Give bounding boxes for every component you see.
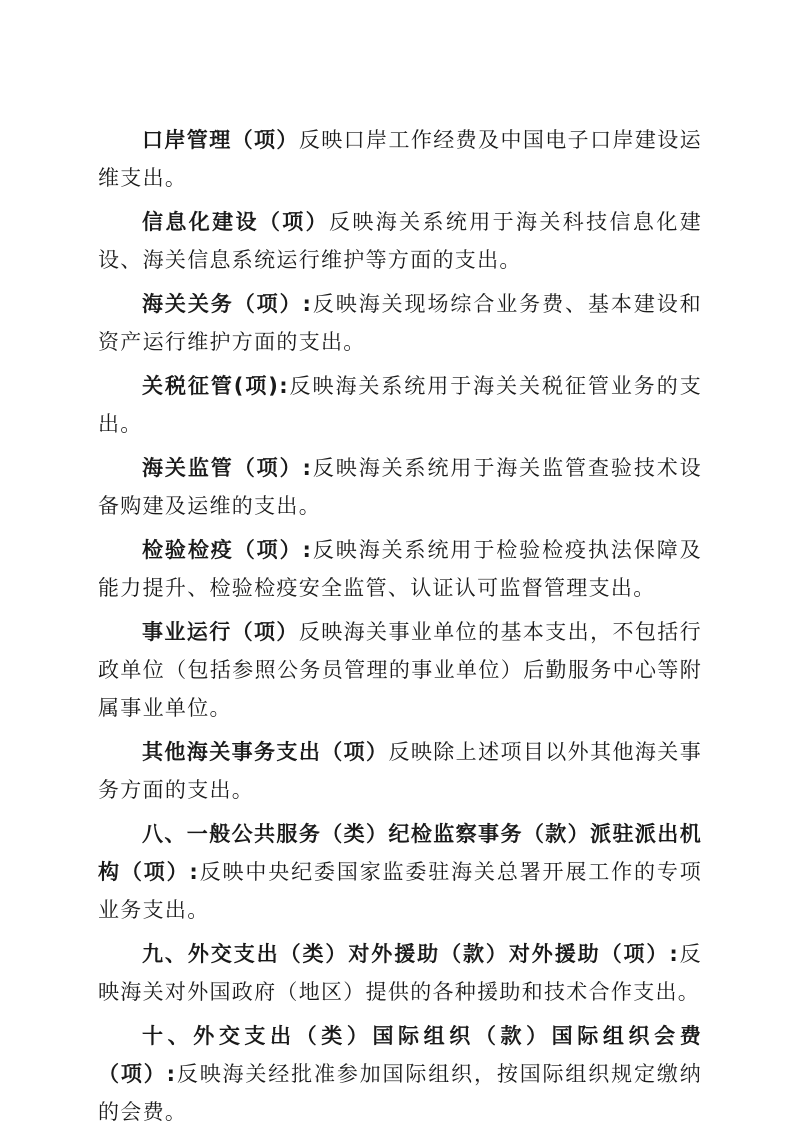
term-heading: 八、一般公共服务（类）纪检监察事务（款）派驻派出机构（项）:: [98, 822, 702, 884]
term-heading: 九、外交支出（类）对外援助（款）对外援助（项）:: [142, 942, 680, 966]
paragraph-section-nine: [98, 935, 702, 1011]
term-heading: 其他海关事务支出（项）: [142, 740, 389, 764]
term-description: 反映海关系统用于检验检疫执法保障及能力提升、检验检疫安全监管、认证认可监督管理支出。: [98, 538, 702, 600]
term-heading: 事业运行（项）: [142, 620, 299, 644]
term-description: 反映海关对外国政府（地区）提供的各种援助和技术合作支出。: [98, 942, 702, 1004]
term-description: 反映中央纪委国家监委驻海关总署开展工作的专项业务支出。: [98, 860, 702, 922]
term-description: 反映海关经批准参加国际组织，按国际组织规定缴纳的会费。: [98, 1062, 702, 1124]
term-heading: 信息化建设（项）: [142, 210, 330, 234]
paragraph-customs-supervision: [98, 449, 702, 525]
paragraph-institution-operation: [98, 613, 702, 727]
paragraph-inspection-quarantine: [98, 531, 702, 607]
term-description: 反映海关现场综合业务费、基本建设和资产运行维护方面的支出。: [98, 292, 702, 354]
paragraph-section-ten: [98, 1017, 702, 1131]
term-description: 反映除上述项目以外其他海关事务方面的支出。: [98, 740, 702, 802]
paragraph-customs-affairs: [98, 285, 702, 361]
term-description: 反映口岸工作经费及中国电子口岸建设运维支出。: [98, 128, 702, 190]
paragraph-informatization: [98, 203, 702, 279]
term-heading: 十、外交支出（类）国际组织（款）国际组织会费（项）:: [98, 1024, 702, 1086]
term-description: 反映海关系统用于海关科技信息化建设、海关信息系统运行维护等方面的支出。: [98, 210, 702, 272]
term-heading: 口岸管理（项）: [142, 128, 299, 152]
document-body: [98, 121, 702, 1137]
term-heading: 关税征管(项):: [142, 374, 289, 398]
term-description: 反映海关事业单位的基本支出，不包括行政单位（包括参照公务员管理的事业单位）后勤服务中心等附属事业单位。: [98, 620, 702, 720]
term-heading: 海关关务（项）:: [142, 292, 313, 316]
paragraph-tariff-collection: [98, 367, 702, 443]
term-description: 反映海关系统用于海关监管查验技术设备购建及运维的支出。: [98, 456, 702, 518]
paragraph-port-management: [98, 121, 702, 197]
term-description: 反映海关系统用于海关关税征管业务的支出。: [98, 374, 702, 436]
paragraph-section-eight: [98, 815, 702, 929]
term-heading: 检验检疫（项）:: [142, 538, 313, 562]
paragraph-other-customs-expenditure: [98, 733, 702, 809]
term-heading: 海关监管（项）:: [142, 456, 313, 480]
